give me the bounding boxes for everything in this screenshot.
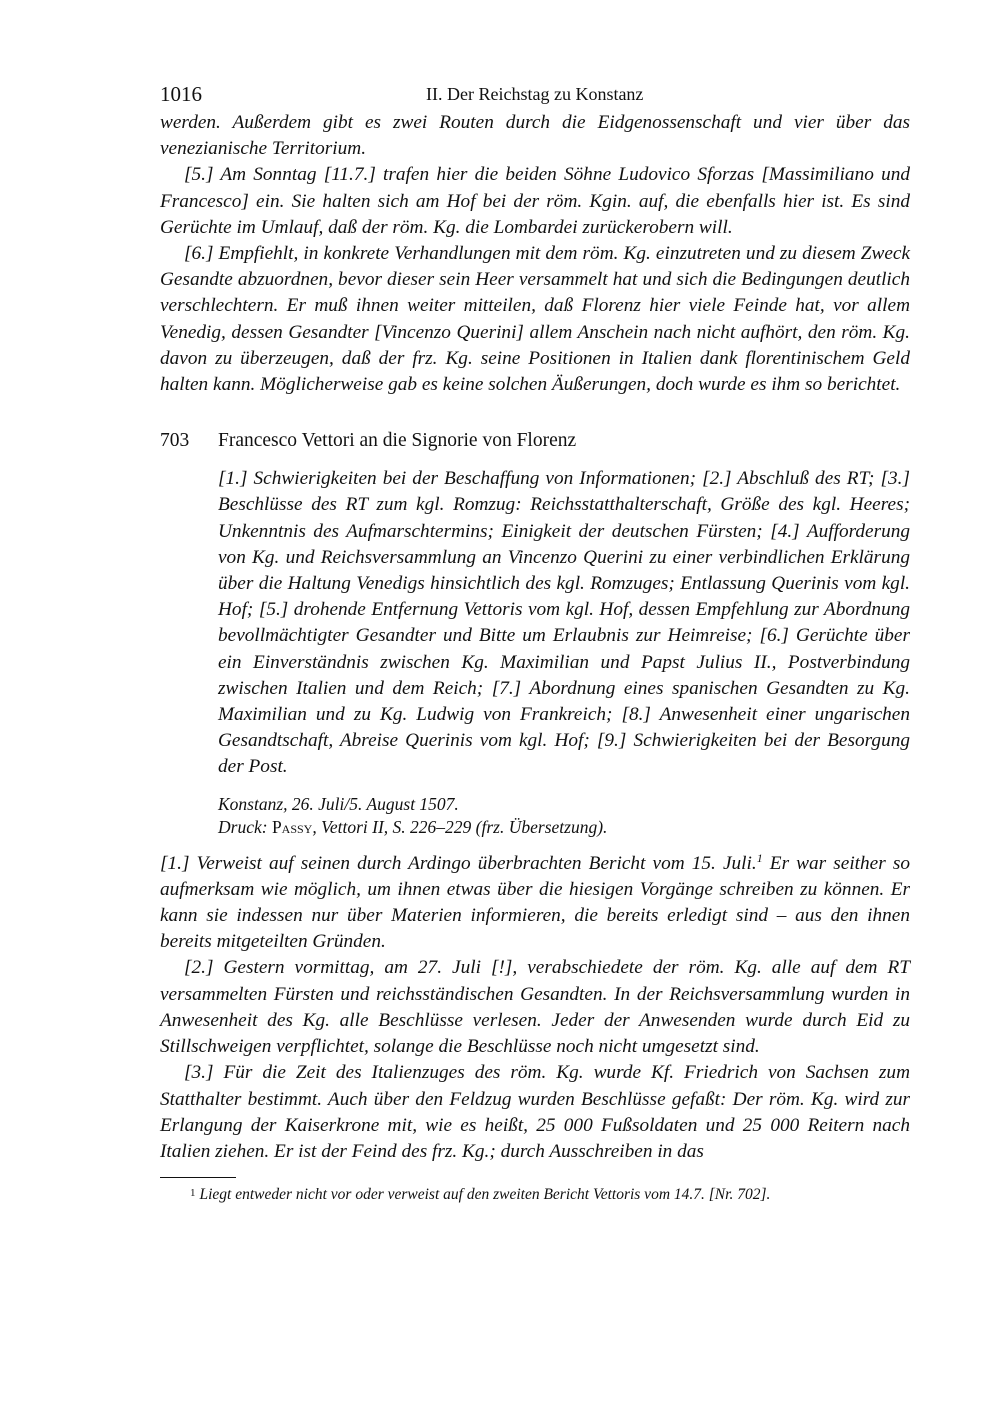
document-body [160, 851, 910, 1165]
regest-text: [1.] Schwierigkeiten bei der Beschaffung von Informationen; [2.] Abschluß des RT; [3.] Beschlüsse des RT zum kgl. Romzug: Reichsstatthalterschaft, Größe des kgl. Heeres; Unkenntnis des Aufmarschtermins; Einigkeit der deutschen Fürsten; [4.] Aufforderung von Kg. und Reichsversammlung an Vincenzo Querini zu einer verbindlichen Erklärung über die Haltung Venedigs hinsichtlich des kgl. Romzuges; Entlassung Querinis vom kgl. Hof; [5.] drohende Entfernung Vettoris vom kgl. Hof, dessen Empfehlung zur Abordnung bevollmächtigter Gesandter und Bitte um Erlaubnis zur Heimreise; [6.] Gerüchte über ein Einverständnis zwischen Kg. Maximilian und Papst Julius II., Postverbindung zwischen Italien und dem Reich; [7.] Abordnung eines spanischen Gesandten zu Kg. Maximilian und zu Kg. Ludwig von Frankreich; [8.] Anwesenheit einer ungarischen Gesandtschaft, Abreise Querinis vom kgl. Hof; [9.] Schwierigkeiten bei der Besorgung der Post. [218, 468, 910, 778]
regest-summary [218, 466, 910, 780]
document-number: 703 [160, 430, 190, 452]
body-paragraph-1 [160, 851, 910, 956]
document-title: Francesco Vettori an die Signorie von Florenz [218, 430, 577, 452]
body-paragraph-1-rest: Er war seither so aufmerksam wie möglich, um ihnen etwas über die hiesigen Vorgänge schreiben zu können. Er kann sie indessen nur über Materien informieren, die bereits erledigt sind – aus den ihnen bereits mitgeteilten Gründen. [160, 852, 910, 953]
document-metadata [218, 793, 910, 839]
running-header [160, 78, 910, 108]
paragraph-continuation: werden. Außerdem gibt es zwei Routen durch die Eidgenossenschaft und vier über das venezianische Territorium. [160, 112, 910, 160]
print-reference [218, 816, 910, 839]
document-page [160, 78, 910, 1205]
body-paragraph-2: [2.] Gestern vormittag, am 27. Juli [!], verabschiedete der röm. Kg. alle auf dem RT versammelten Fürsten und reichsständischen Gesandten. In der Reichsversammlung wurden in Anwesenheit des Kg. alle Beschlüsse verlesen. Jeder der Anwesenden wurde durch Eid zu Stillschweigen verpflichtet, solange die Beschlüsse noch nicht umgesetzt sind. [160, 957, 910, 1058]
paragraph-5: [5.] Am Sonntag [11.7.] trafen hier die beiden Söhne Ludovico Sforzas [Massimiliano und Francesco] ein. Sie halten sich am Hof bei der röm. Kgin. auf, die ebenfalls hier ist. Es sind Gerüchte im Umlauf, daß der röm. Kg. die Lombardei zurückerobern will. [160, 164, 910, 238]
footnote [190, 1183, 910, 1205]
footnote-number: 1 [190, 1187, 196, 1200]
print-label: Druck: [218, 816, 268, 837]
paragraph-6: [6.] Empfiehlt, in konkrete Verhandlungen mit dem röm. Kg. einzutreten und zu diesem Zweck Gesandte abzuordnen, bevor dieser sein Heer versammelt hat und sich die Bedingungen deutlich verschlechtern. Er muß ihnen weiter mitteilen, daß Florenz hier viele Feinde hat, vor allem Venedig, dessen Gesandter [Vincenzo Querini] allem Anschein nach nicht aufhört, den röm. Kg. davon zu überzeugen, daß der frz. Kg. seine Positionen in Italien dank florentinischem Geld halten kann. Möglicherweise gab es keine solchen Äußerungen, doch wurde es ihm so berichtet. [160, 243, 910, 396]
running-title: II. Der Reichstag zu Konstanz [426, 84, 644, 104]
body-paragraph-3: [3.] Für die Zeit des Italienzuges des röm. Kg. wurde Kf. Friedrich von Sachsen zum Statthalter bestimmt. Auch über den Feldzug wurden Beschlüsse gefaßt: Der röm. Kg. wird zur Erlangung der Kaiserkrone mit, wie es heißt, 25 000 Fußsoldaten und 25 000 Reitern nach Italien ziehen. Er ist der Feind des frz. Kg.; durch Ausschreiben in das [160, 1062, 910, 1162]
print-ref: , Vettori II, S. 226–229 (frz. Übersetzung). [312, 816, 608, 837]
footnote-rule [160, 1177, 236, 1178]
body-paragraph-1-text: [1.] Verweist auf seinen durch Ardingo überbrachten Bericht vom 15. Juli. [160, 852, 757, 874]
print-author: Passy [271, 816, 313, 837]
place-date: Konstanz, 26. Juli/5. August 1507. [218, 793, 459, 814]
footnote-reference[interactable]: 1 [756, 850, 763, 865]
document-heading [160, 428, 910, 454]
page-number: 1016 [160, 82, 202, 106]
previous-document-text [160, 110, 910, 398]
footnote-text: Liegt entweder nicht vor oder verweist auf den zweiten Bericht Vettoris vom 14.7. [Nr. 702]. [199, 1186, 771, 1204]
